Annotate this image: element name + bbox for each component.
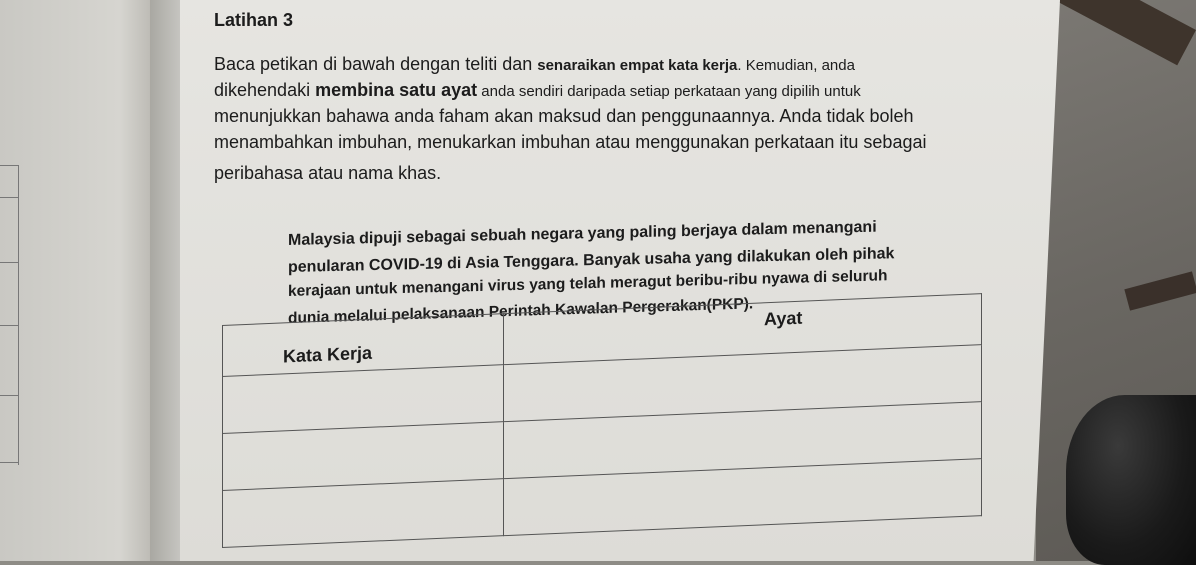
passage-line-4: dunia melalui pelaksanaan Perintah Kawalan Pergerakan(PKP). [288,295,754,327]
left-page-rule [0,197,18,198]
instruction-text: . Kemudian, anda [737,57,855,74]
exercise-title: Latihan 3 [214,10,294,30]
left-page-rule [0,262,18,263]
passage-line-2: penularan COVID-19 di Asia Tenggara. Banyak usaha yang dilakukan oleh pihak [288,245,895,276]
instruction-line-4: menambahkan imbuhan, menukarkan imbuhan atau menggunakan perkataan itu sebagai [214,132,927,152]
passage-line-1: Malaysia dipuji sebagai sebuah negara yang paling berjaya dalam menangani [288,218,877,249]
instruction-emphasis: membina satu ayat [315,80,478,100]
answer-table [222,293,982,561]
instruction-text: dikehendaki [214,80,316,100]
instruction-line-3: menunjukkan bahawa anda faham akan maksud dan penggunaannya. Anda tidak boleh [214,106,914,126]
left-page-rule-vertical [18,165,19,465]
header-kata-kerja: Kata Kerja [223,314,504,377]
instruction-text: anda sendiri daripada setiap perkataan yang dipilih untuk [477,83,861,100]
instruction-line-2 [214,80,861,101]
instruction-emphasis: senaraikan empat kata kerja [537,57,738,74]
kata-kerja-cell[interactable] [223,479,504,548]
left-page-rule [0,325,18,326]
instruction-text: Baca petikan di bawah dengan teliti dan [214,54,538,74]
left-book-page [0,0,150,561]
instruction-line-5: peribahasa atau nama khas. [214,163,442,183]
instruction-line-1 [214,54,855,75]
left-page-rule [0,165,18,166]
left-page-rule [0,395,18,396]
shoe [1066,395,1196,565]
passage-line-3: kerajaan untuk menangani virus yang telah meragut beribu-ribu nyawa di seluruh [288,267,888,300]
left-page-rule [0,462,18,463]
header-ayat: Ayat [504,294,982,365]
